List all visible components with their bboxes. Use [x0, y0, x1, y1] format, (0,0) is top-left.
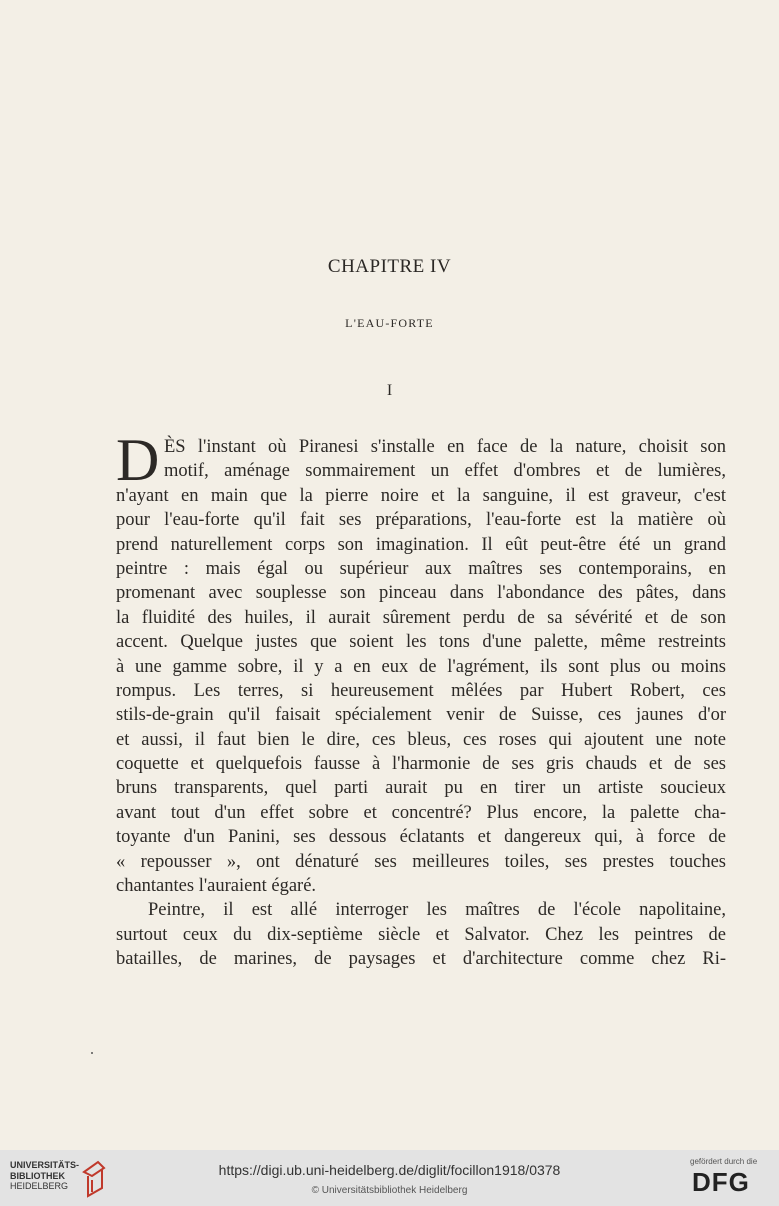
- text-line: Peintre, il est allé interroger les maîtres de l'école napolitaine,: [148, 900, 726, 921]
- text-line: stils-de-grain qu'il faisait spécialement venir de Suisse, ces jaunes d'or: [116, 705, 726, 726]
- library-logo[interactable]: UNIVERSITÄTS- BIBLIOTHEK HEIDELBERG: [10, 1160, 80, 1191]
- section-number: I: [386, 382, 393, 399]
- footer-bar: [0, 1150, 779, 1206]
- text-line: pour l'eau-forte qu'il fait ses préparations, l'eau-forte est la matière où: [116, 510, 726, 531]
- text-line: avant tout d'un effet sobre et concentré? Plus encore, la palette cha-: [116, 802, 726, 823]
- text-line: rompus. Les terres, si heureusement mêlées par Hubert Robert, ces: [116, 680, 726, 701]
- page-speck: [91, 1052, 93, 1054]
- text-line: motif, aménage sommairement un effet d'ombres et de lumières,: [164, 461, 726, 482]
- text-line: à une gamme sobre, il y a en eux de l'agrément, ils sont plus ou moins: [116, 656, 726, 677]
- text-line: n'ayant en main que la pierre noire et la sanguine, il est graveur, c'est: [116, 485, 726, 506]
- drop-cap: D: [116, 427, 160, 493]
- text-line: surtout ceux du dix-septième siècle et Salvator. Chez les peintres de: [116, 924, 726, 945]
- section-title: L'EAU-FORTE: [345, 316, 434, 330]
- text-line: bruns transparents, quel parti aurait pu en tirer un artiste soucieux: [116, 778, 726, 799]
- dfg-logo[interactable]: DFG: [692, 1167, 750, 1197]
- text-line: promenant avec souplesse son pinceau dans l'abondance des pâtes, dans: [116, 583, 726, 604]
- chapter-title: CHAPITRE IV: [327, 256, 452, 277]
- text-line: ÈS l'instant où Piranesi s'installe en face de la nature, choisit son: [164, 437, 726, 457]
- text-line: accent. Quelque justes que soient les tons d'une palette, même restreints: [116, 632, 726, 653]
- body-text: [116, 427, 726, 972]
- text-line: peintre : mais égal ou supérieur aux maîtres ses contemporains, en: [116, 558, 726, 579]
- copyright-text: © Universitätsbibliothek Heidelberg: [311, 1185, 468, 1196]
- text-line: et aussi, il faut bien le dire, ces bleus, ces roses qui ajoutent une note: [116, 729, 726, 750]
- text-line: « repousser », ont dénaturé ses meilleures toiles, ses prestes touches: [116, 851, 726, 872]
- text-line: chantantes l'auraient égaré.: [116, 876, 317, 897]
- text-line: batailles, de marines, de paysages et d'architecture comme chez Ri-: [116, 949, 726, 970]
- text-line: toyante d'un Panini, ses dessous éclatants et dangereux qui, à force de: [116, 827, 726, 848]
- text-line: la fluidité des huiles, il aurait sûrement perdu de sa sévérité et de son: [116, 607, 726, 628]
- text-line: coquette et quelquefois fausse à l'harmonie de ses gris chauds et de ses: [116, 754, 726, 775]
- funded-by-label: gefördert durch die: [690, 1157, 758, 1166]
- permalink-url[interactable]: https://digi.ub.uni-heidelberg.de/diglit/focillon1918/0378: [218, 1162, 561, 1178]
- text-line: prend naturellement corps son imagination. Il eût peut-être été un grand: [116, 534, 726, 555]
